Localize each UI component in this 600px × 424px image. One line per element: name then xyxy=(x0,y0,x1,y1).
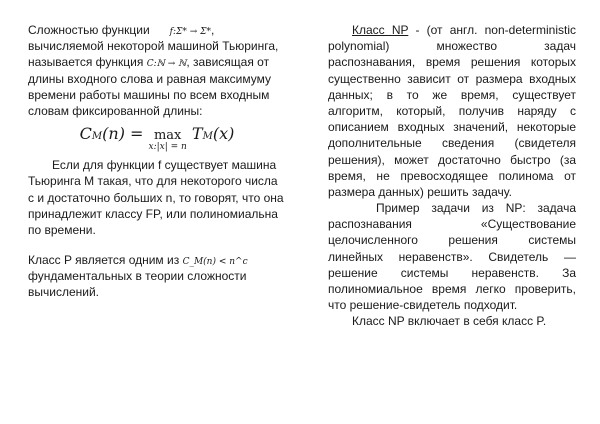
formula-rhs-arg: (x) xyxy=(212,124,235,144)
definition-text-start: Сложностью функции xyxy=(28,23,150,37)
formula-max xyxy=(149,123,187,152)
function-signature: f:Σ* → Σ* xyxy=(169,27,212,37)
np-example: Пример задачи из NP: задача распознавания «Существование целочисленного решения системы линейных неравенств». Свидетель — решение системы неравенств. За полиномиальное время легко проверить, что решение-свидетель подходит. xyxy=(328,201,576,313)
class-p-paragraph xyxy=(28,252,286,301)
left-column xyxy=(28,22,286,301)
np-definition-text: - (от англ. non-deterministic polynomial) множество задач распознавания, время решения которых существенно зависит от размера входных данных; в то же время, существует алгоритм, который, получив наряду с описанием входных значений, некоторые дополнительные сведения (свидетеля решения), может достаточно быстро (за время, не превосходящее полинома от размера данных) решить задачу. xyxy=(328,23,577,199)
np-includes-p: Класс NP включает в себя класс P. xyxy=(352,314,547,329)
class-p-text-start: Класс P является одним из xyxy=(28,253,180,268)
np-definition xyxy=(328,22,576,200)
formula-max-subscript: x:|x| = n xyxy=(148,141,187,152)
fp-class-paragraph: Если для функции f существует машина Тьюринга M такая, что для некоторого числа c и достаточно больших n, то говорят, что она принадлежит классу FP, или полиномиальна по времени. xyxy=(28,158,284,237)
complexity-formula xyxy=(28,123,286,155)
formula-rhs-sub: M xyxy=(202,131,213,143)
right-column xyxy=(328,22,576,330)
formula-lhs-sub: M xyxy=(91,131,103,143)
definition-comma: , xyxy=(211,23,215,37)
class-p-text-end: фундаментальных в теории сложности вычислений. xyxy=(28,269,247,300)
formula-rhs: T xyxy=(191,124,203,144)
complexity-definition xyxy=(28,22,286,119)
np-title: Класс NP xyxy=(352,23,409,37)
definition-text-end: , зависящая от длины входного слова и равная максимуму времени работы машины по всем входным словам фиксированной длины: xyxy=(28,55,271,118)
formula-max-word: max xyxy=(153,128,182,144)
formula-lhs-arg: (n) = xyxy=(102,124,144,144)
formula-lhs: C xyxy=(79,124,92,144)
polynomial-bound: C_M(n) < n^c xyxy=(182,257,248,268)
definition-text-mid: вычисляемой некоторой машиной Тьюринга, называется функция xyxy=(28,39,279,70)
complexity-signature: C:ℕ → ℕ xyxy=(146,59,187,70)
